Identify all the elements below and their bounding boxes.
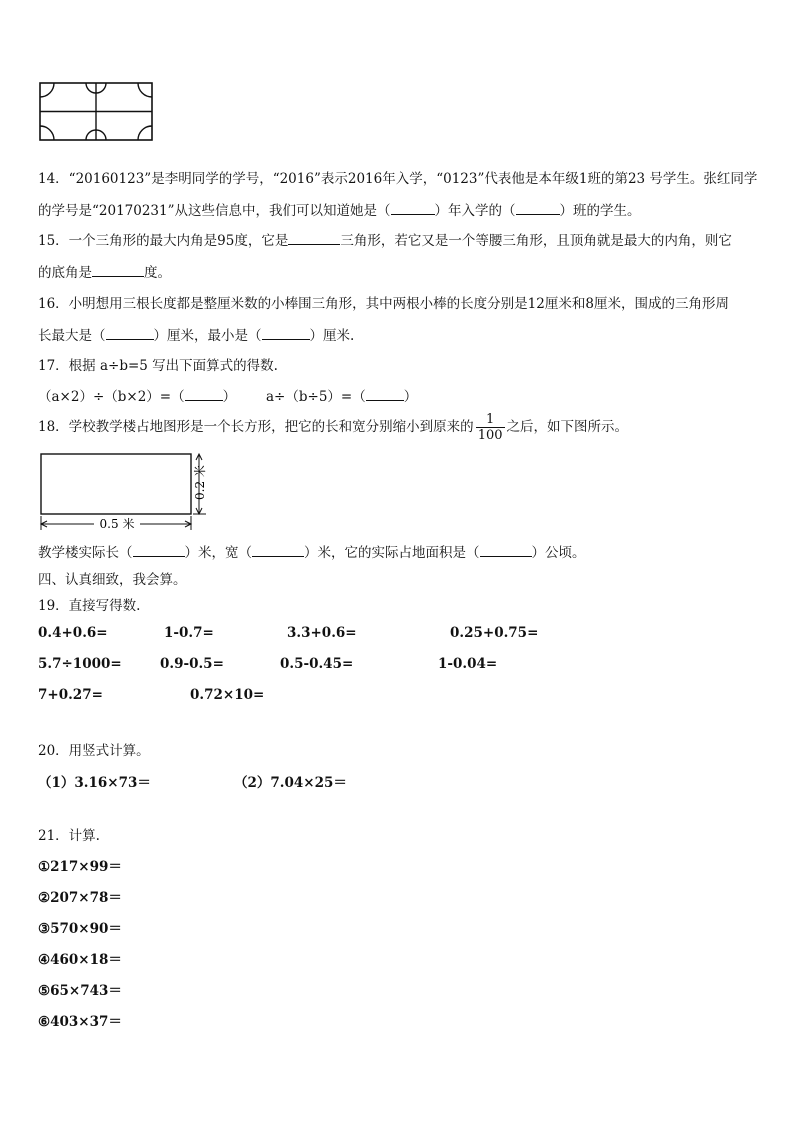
q16-line1: 16．小明想用三根长度都是整厘米数的小棒围三角形，其中两根小棒的长度分别是12厘米和8厘米，围成的三角形周 [38,296,729,312]
q17-expr2-text: a÷（b÷5）=（ [266,389,366,405]
q15-text-d: 度。 [144,265,171,281]
q18-ans-text-a: 教学楼实际长（ [38,545,133,561]
height-label: 0.2 米 [193,465,207,500]
q14-text-b: ）年入学的（ [434,203,516,219]
q17-expr1-text: （a×2）÷（b×2）=（ [38,389,185,405]
q14-text-a: 的学号是“20170231”从这些信息中，我们可以知道她是（ [38,203,391,219]
q14-class-blank[interactable] [516,202,560,215]
q17-expr1 [38,385,236,405]
q16-line2 [38,324,354,344]
q21-item: ⑤65×743＝ [38,983,122,999]
section-heading: 四、认真细致，我会算。 [38,572,187,588]
rectangle-quarter-circles-figure [38,80,156,144]
scaled-rectangle [41,454,191,514]
q16-max-blank[interactable] [106,327,154,340]
q19-item: 0.72×10= [190,687,265,703]
q21-title: 21．计算. [38,828,100,844]
q19-item: 1-0.04= [438,656,498,672]
q19-item: 3.3+0.6= [287,625,357,641]
q14-year-blank[interactable] [391,202,435,215]
q17-expr1-close: ） [222,389,237,405]
q20-item: （1）3.16×73＝ [38,775,151,791]
q17-blank-2[interactable] [366,388,404,401]
q19-item: 1-0.7= [164,625,214,641]
q18-ans-text-b: ）米，宽（ [184,545,252,561]
q21-item: ④460×18＝ [38,952,122,968]
q16-min-blank[interactable] [262,327,310,340]
q21-item: ①217×99＝ [38,859,122,875]
q18-ans-text-c: ）米，它的实际占地面积是（ [304,545,480,561]
q17-expr2 [266,385,417,405]
q18-text-b: 之后，如下图所示。 [506,419,629,435]
q21-item: ③570×90＝ [38,921,122,937]
q14-line1: 14．“20160123”是李明同学的学号，“2016”表示2016年入学，“0123”代表他是本年级1班的第23 号学生。张红同学 [38,171,758,187]
q20-item: （2）7.04×25＝ [234,775,347,791]
width-label: 0.5 米 [99,517,135,531]
q21-item: ②207×78＝ [38,890,122,906]
q18-area-blank[interactable] [480,544,532,557]
q19-item: 0.9-0.5= [160,656,224,672]
q15-line1 [38,229,732,249]
q14-line2 [38,199,641,219]
q18-answer-line [38,541,586,561]
q18-width-blank[interactable] [252,544,304,557]
q15-text-a: 15．一个三角形的最大内角是95度，它是 [38,233,289,249]
q18-line1 [38,412,628,443]
q17-title: 17．根据 a÷b=5 写出下面算式的得数. [38,358,278,374]
q15-triangle-type-blank[interactable] [288,232,340,245]
q15-text-c: 的底角是 [38,265,92,281]
q16-text-b: ）厘米，最小是（ [153,328,262,344]
q15-angle-blank[interactable] [92,264,144,277]
q19-item: 0.5-0.45= [280,656,354,672]
scaled-rectangle-diagram [36,450,216,532]
fraction-denominator: 100 [477,428,503,443]
q21-item: ⑥403×37＝ [38,1014,122,1030]
q18-text-a: 18．学校教学楼占地图形是一个长方形，把它的长和宽分别缩小到原来的 [38,419,474,435]
q14-text-c: ）班的学生。 [559,203,641,219]
fraction-one-hundredth [476,412,505,443]
q19-item: 0.4+0.6= [38,625,108,641]
q19-item: 5.7÷1000= [38,656,122,672]
q16-text-a: 长最大是（ [38,328,106,344]
q16-text-c: ）厘米. [309,328,355,344]
q15-text-b: 三角形，若它又是一个等腰三角形，且顶角就是最大的内角，则它 [340,233,732,249]
q20-title: 20．用竖式计算。 [38,743,150,759]
q19-title: 19．直接写得数. [38,598,141,614]
q15-line2 [38,261,171,281]
q17-blank-1[interactable] [185,388,223,401]
q19-item: 0.25+0.75= [450,625,539,641]
fraction-numerator: 1 [476,412,505,428]
q17-expr2-close: ） [403,389,418,405]
q19-item: 7+0.27= [38,687,103,703]
q18-length-blank[interactable] [133,544,185,557]
q18-ans-text-d: ）公顷。 [531,545,586,561]
